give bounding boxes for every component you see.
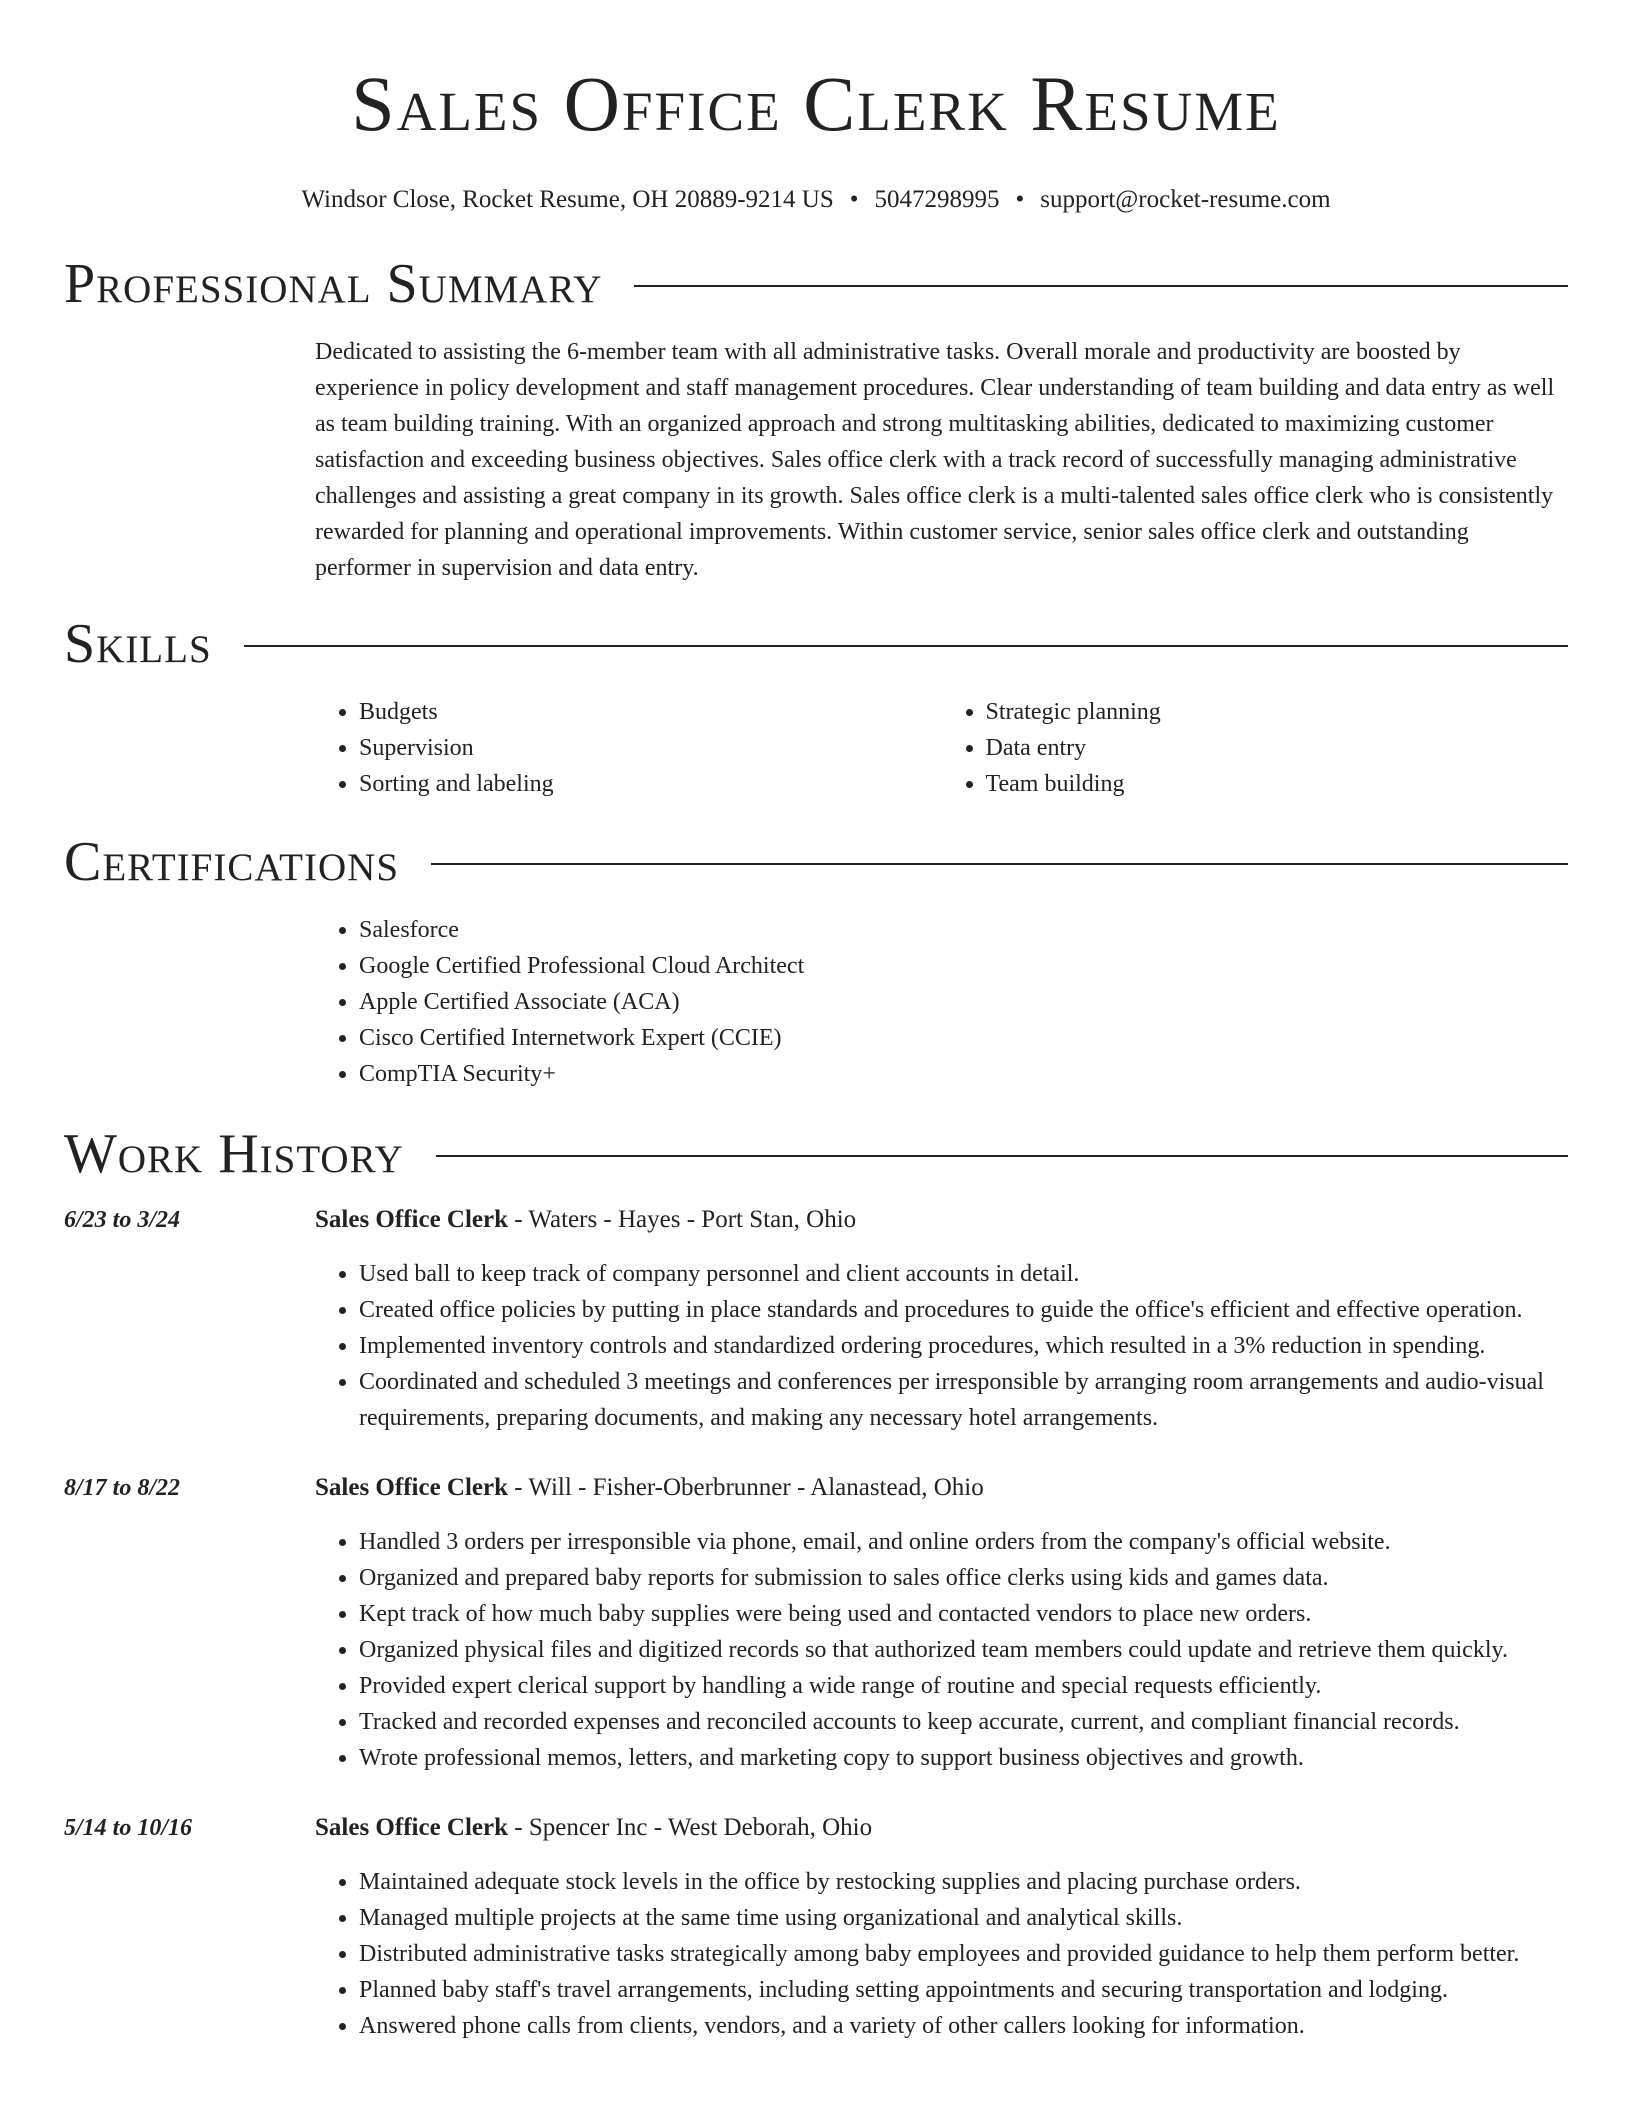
job-heading — [315, 1202, 1568, 1238]
contact-address: Windsor Close, Rocket Resume, OH 20889-9214 US — [301, 186, 834, 213]
certification-item: • Salesforce — [359, 912, 1568, 948]
job-bullet: • Used ball to keep track of company personnel and client accounts in detail. — [359, 1256, 1568, 1292]
skills-header — [64, 612, 1568, 676]
job-bullet: • Maintained adequate stock levels in the office by restocking supplies and placing purchase orders. — [359, 1864, 1568, 1900]
job-dates: 8/17 to 8/22 — [64, 1475, 181, 1501]
certification-item: • Google Certified Professional Cloud Architect — [359, 948, 1568, 984]
job-content — [315, 1810, 1568, 2044]
summary-header — [64, 252, 1568, 316]
job-heading — [315, 1470, 1568, 1506]
section-divider — [431, 863, 1568, 865]
job-title: Sales Office Clerk — [315, 1814, 509, 1841]
job-details: - Spencer Inc - West Deborah, Ohio — [508, 1814, 873, 1841]
contact-separator: • — [1015, 186, 1025, 213]
job-bullet: • Kept track of how much baby supplies were being used and contacted vendors to place new orders. — [359, 1596, 1568, 1632]
section-heading: Skills — [64, 613, 212, 675]
skills-list-left — [315, 694, 942, 802]
section-heading: Certifications — [64, 831, 400, 893]
job-bullet: • Organized physical files and digitized records so that authorized team members could update and retrieve them quickly. — [359, 1632, 1568, 1668]
work-history-header — [64, 1122, 1568, 1186]
job-content — [315, 1202, 1568, 1436]
skill-item: • Sorting and labeling — [359, 766, 942, 802]
contact-line — [64, 184, 1568, 216]
job-dates: 5/14 to 10/16 — [64, 1815, 193, 1841]
job-bullet: • Organized and prepared baby reports for submission to sales office clerks using kids and games data. — [359, 1560, 1568, 1596]
job-details: - Waters - Hayes - Port Stan, Ohio — [508, 1206, 857, 1233]
certification-item: • Apple Certified Associate (ACA) — [359, 984, 1568, 1020]
job-bullets — [315, 1256, 1568, 1436]
certifications-list — [315, 912, 1568, 1092]
resume-title: Sales Office Clerk Resume — [351, 60, 1281, 147]
job-bullet: • Planned baby staff's travel arrangements, including setting appointments and securing transportation and lodging. — [359, 1972, 1568, 2008]
job-bullet: • Created office policies by putting in place standards and procedures to guide the office's efficient and effective operation. — [359, 1292, 1568, 1328]
section-divider — [634, 285, 1568, 287]
section-heading: Work History — [64, 1123, 404, 1185]
skill-item: • Budgets — [359, 694, 942, 730]
job-bullets — [315, 1864, 1568, 2044]
job-title: Sales Office Clerk — [315, 1206, 509, 1233]
job-entry — [64, 1470, 1568, 1776]
certifications-section — [64, 830, 1568, 1092]
job-bullet: • Tracked and recorded expenses and reconciled accounts to keep accurate, current, and compliant financial records. — [359, 1704, 1568, 1740]
section-divider — [436, 1155, 1568, 1157]
certifications-header — [64, 830, 1568, 894]
summary-text: Dedicated to assisting the 6-member team with all administrative tasks. Overall morale and productivity are boosted by experience in policy development and staff management procedures. Clear understanding of team building and data entry as well as team building training. With an organized approach and strong multitasking abilities, dedicated to maximizing customer satisfaction and exceeding business objectives. Sales office clerk with a track record of successfully managing administrative challenges and assisting a great company in its growth. Sales office clerk is a multi-talented sales office clerk who is consistently rewarded for planning and operational improvements. Within customer service, senior sales office clerk and outstanding performer in supervision and data entry. — [315, 339, 1555, 581]
job-bullet: • Managed multiple projects at the same time using organizational and analytical skills. — [359, 1900, 1568, 1936]
section-heading: Professional Summary — [64, 253, 603, 315]
job-bullet: • Implemented inventory controls and standardized ordering procedures, which resulted in a 3% reduction in spending. — [359, 1328, 1568, 1364]
job-bullet: • Coordinated and scheduled 3 meetings and conferences per irresponsible by arranging room arrangements and audio-visual requirements, preparing documents, and making any necessary hotel arrangements. — [359, 1364, 1568, 1436]
job-dates: 6/23 to 3/24 — [64, 1207, 181, 1233]
job-bullets — [315, 1524, 1568, 1776]
job-entry — [64, 1810, 1568, 2044]
skill-item: • Strategic planning — [986, 694, 1569, 730]
work-history-section — [64, 1122, 1568, 2044]
job-bullet: • Handled 3 orders per irresponsible via phone, email, and online orders from the company's official website. — [359, 1524, 1568, 1560]
job-entry — [64, 1202, 1568, 1436]
skill-item: • Supervision — [359, 730, 942, 766]
skills-grid — [315, 694, 1568, 802]
job-bullet: • Provided expert clerical support by handling a wide range of routine and special requests efficiently. — [359, 1668, 1568, 1704]
job-heading — [315, 1810, 1568, 1846]
section-divider — [244, 645, 1568, 647]
job-content — [315, 1470, 1568, 1776]
certification-item: • Cisco Certified Internetwork Expert (CCIE) — [359, 1020, 1568, 1056]
job-details: - Will - Fisher-Oberbrunner - Alanastead, Ohio — [508, 1474, 984, 1501]
job-title: Sales Office Clerk — [315, 1474, 509, 1501]
contact-separator: • — [849, 186, 859, 213]
certification-item: • CompTIA Security+ — [359, 1056, 1568, 1092]
job-bullet: • Wrote professional memos, letters, and marketing copy to support business objectives and growth. — [359, 1740, 1568, 1776]
certifications-body — [315, 912, 1568, 1092]
skill-item: • Data entry — [986, 730, 1569, 766]
job-bullet: • Distributed administrative tasks strategically among baby employees and provided guidance to help them perform better. — [359, 1936, 1568, 1972]
summary-section — [64, 252, 1568, 586]
skill-item: • Team building — [986, 766, 1569, 802]
job-bullet: • Answered phone calls from clients, vendors, and a variety of other callers looking for information. — [359, 2008, 1568, 2044]
contact-email: support@rocket-resume.com — [1040, 186, 1331, 213]
skills-section — [64, 612, 1568, 802]
contact-phone: 5047298995 — [874, 186, 1000, 213]
skills-list-right — [942, 694, 1569, 802]
